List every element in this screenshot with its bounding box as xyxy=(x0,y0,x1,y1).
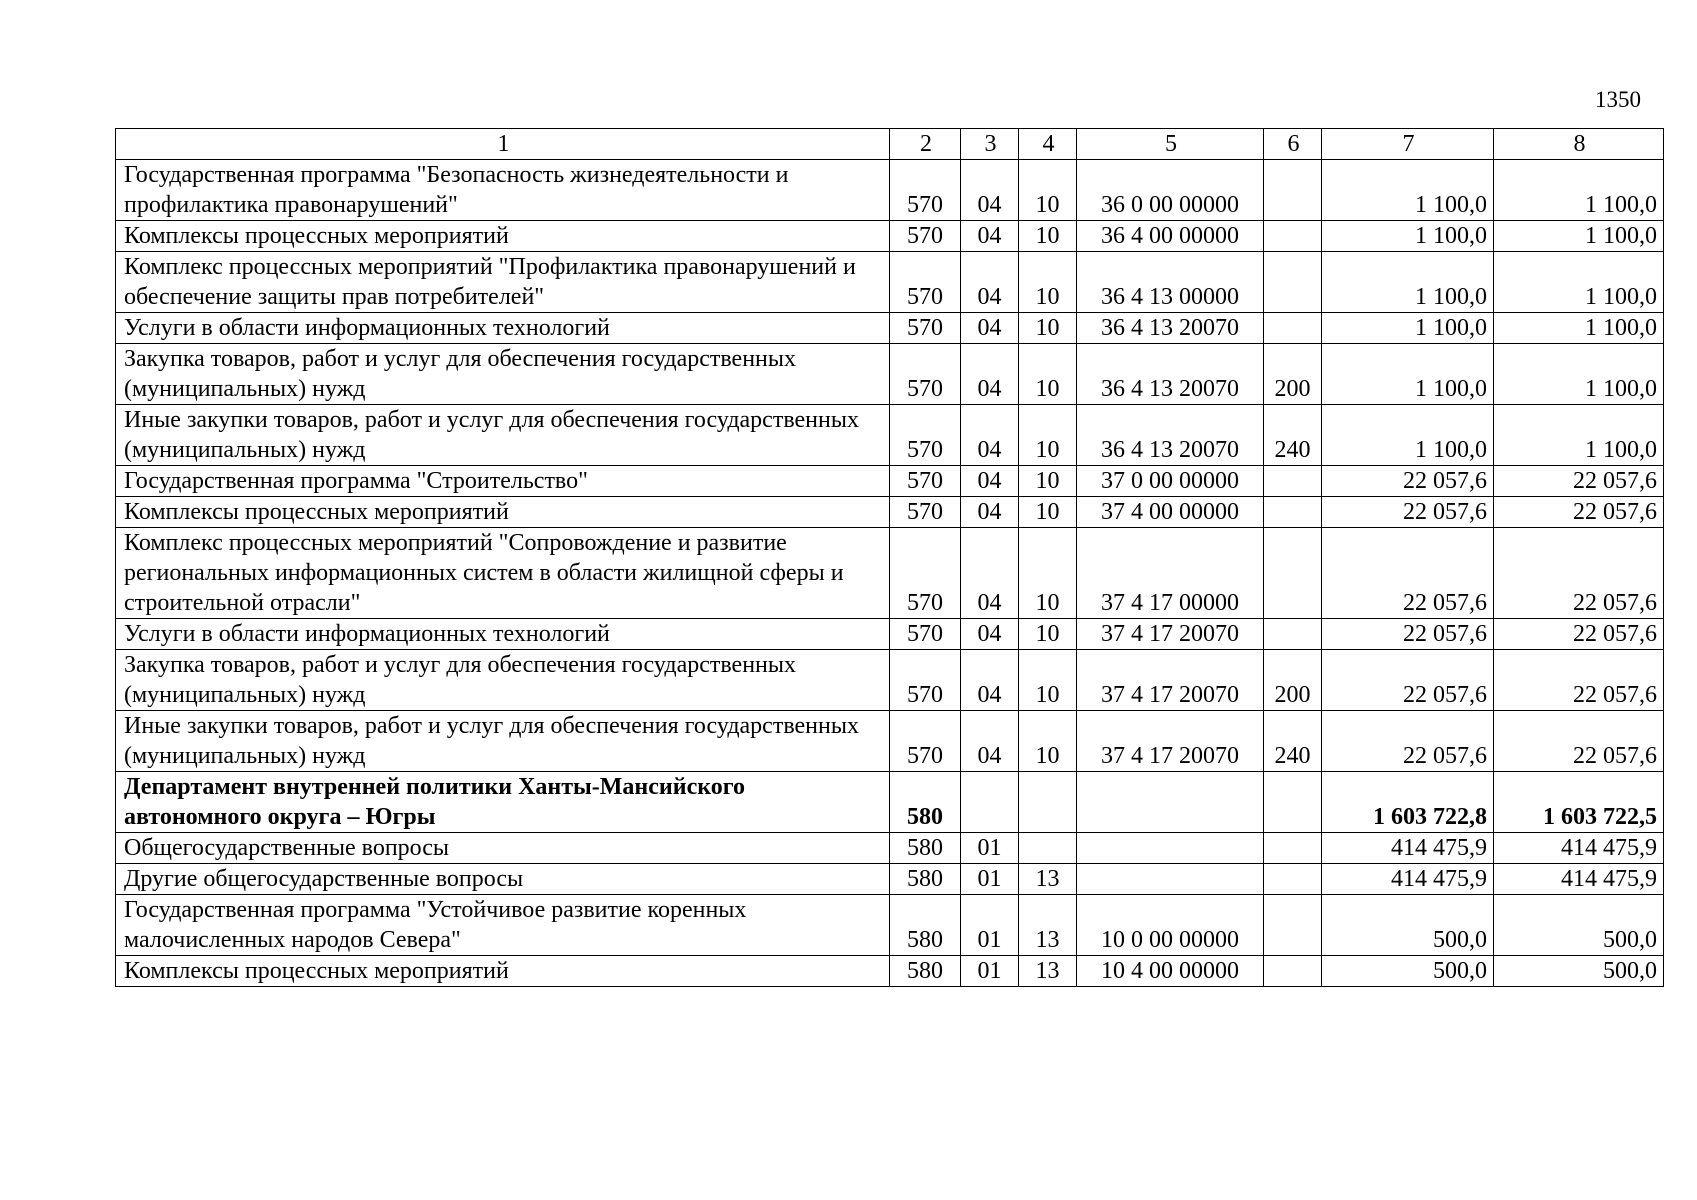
expense-type-cell xyxy=(1264,895,1322,956)
table-row xyxy=(116,895,1664,956)
target-article-cell: 37 4 00 00000 xyxy=(1077,497,1264,528)
amount-year1-cell: 22 057,6 xyxy=(1322,497,1494,528)
amount-year2-cell: 500,0 xyxy=(1494,956,1664,987)
admin-code-cell: 570 xyxy=(890,405,961,466)
subsection-cell: 10 xyxy=(1019,405,1077,466)
table-row xyxy=(116,313,1664,344)
expense-type-cell xyxy=(1264,313,1322,344)
target-article-cell xyxy=(1077,833,1264,864)
amount-year1-cell: 22 057,6 xyxy=(1322,619,1494,650)
column-header: 7 xyxy=(1322,129,1494,160)
amount-year1-cell: 1 100,0 xyxy=(1322,252,1494,313)
admin-code-cell: 580 xyxy=(890,956,961,987)
subsection-cell: 10 xyxy=(1019,344,1077,405)
row-name-cell: Иные закупки товаров, работ и услуг для обеспечения государственных (муниципальных) нужд xyxy=(116,711,890,772)
subsection-cell: 10 xyxy=(1019,221,1077,252)
amount-year2-cell: 1 100,0 xyxy=(1494,313,1664,344)
section-cell: 04 xyxy=(961,252,1019,313)
amount-year1-cell: 1 100,0 xyxy=(1322,221,1494,252)
row-name-cell: Иные закупки товаров, работ и услуг для обеспечения государственных (муниципальных) нужд xyxy=(116,405,890,466)
expense-type-cell xyxy=(1264,864,1322,895)
target-article-cell: 10 0 00 00000 xyxy=(1077,895,1264,956)
amount-year2-cell: 1 100,0 xyxy=(1494,405,1664,466)
section-cell: 04 xyxy=(961,405,1019,466)
row-name-cell: Комплекс процессных мероприятий "Сопровождение и развитие региональных информационных систем в области жилищной сферы и строительной отрасли" xyxy=(116,528,890,619)
expense-type-cell xyxy=(1264,619,1322,650)
section-cell: 01 xyxy=(961,833,1019,864)
admin-code-cell: 570 xyxy=(890,344,961,405)
target-article-cell: 36 4 13 20070 xyxy=(1077,313,1264,344)
table-row xyxy=(116,344,1664,405)
expense-type-cell xyxy=(1264,160,1322,221)
amount-year2-cell: 22 057,6 xyxy=(1494,619,1664,650)
admin-code-cell: 570 xyxy=(890,619,961,650)
target-article-cell xyxy=(1077,864,1264,895)
column-header: 6 xyxy=(1264,129,1322,160)
admin-code-cell: 570 xyxy=(890,221,961,252)
table-row xyxy=(116,619,1664,650)
subsection-cell xyxy=(1019,833,1077,864)
amount-year1-cell: 414 475,9 xyxy=(1322,833,1494,864)
expense-type-cell xyxy=(1264,956,1322,987)
amount-year1-cell: 500,0 xyxy=(1322,956,1494,987)
column-header: 1 xyxy=(116,129,890,160)
target-article-cell: 36 4 13 20070 xyxy=(1077,344,1264,405)
row-name-cell: Закупка товаров, работ и услуг для обеспечения государственных (муниципальных) нужд xyxy=(116,344,890,405)
subsection-cell: 10 xyxy=(1019,160,1077,221)
target-article-cell: 36 0 00 00000 xyxy=(1077,160,1264,221)
target-article-cell: 10 4 00 00000 xyxy=(1077,956,1264,987)
amount-year2-cell: 22 057,6 xyxy=(1494,528,1664,619)
section-cell: 04 xyxy=(961,711,1019,772)
amount-year2-cell: 414 475,9 xyxy=(1494,864,1664,895)
subsection-cell: 10 xyxy=(1019,466,1077,497)
column-header: 4 xyxy=(1019,129,1077,160)
table-row xyxy=(116,221,1664,252)
column-header: 5 xyxy=(1077,129,1264,160)
admin-code-cell: 570 xyxy=(890,711,961,772)
amount-year2-cell: 500,0 xyxy=(1494,895,1664,956)
section-cell: 04 xyxy=(961,650,1019,711)
admin-code-cell: 570 xyxy=(890,650,961,711)
section-cell: 01 xyxy=(961,956,1019,987)
amount-year1-cell: 414 475,9 xyxy=(1322,864,1494,895)
expense-type-cell xyxy=(1264,528,1322,619)
subsection-cell: 13 xyxy=(1019,864,1077,895)
section-cell: 04 xyxy=(961,221,1019,252)
budget-table xyxy=(115,128,1664,987)
subsection-cell: 10 xyxy=(1019,252,1077,313)
amount-year1-cell: 1 100,0 xyxy=(1322,313,1494,344)
section-cell: 04 xyxy=(961,313,1019,344)
amount-year1-cell: 22 057,6 xyxy=(1322,528,1494,619)
expense-type-cell xyxy=(1264,772,1322,833)
table-row xyxy=(116,497,1664,528)
section-cell: 04 xyxy=(961,466,1019,497)
amount-year1-cell: 22 057,6 xyxy=(1322,711,1494,772)
amount-year1-cell: 1 100,0 xyxy=(1322,160,1494,221)
expense-type-cell: 200 xyxy=(1264,344,1322,405)
expense-type-cell: 240 xyxy=(1264,711,1322,772)
section-cell: 04 xyxy=(961,497,1019,528)
row-name-cell: Другие общегосударственные вопросы xyxy=(116,864,890,895)
target-article-cell xyxy=(1077,772,1264,833)
row-name-cell: Закупка товаров, работ и услуг для обеспечения государственных (муниципальных) нужд xyxy=(116,650,890,711)
amount-year2-cell: 22 057,6 xyxy=(1494,497,1664,528)
expense-type-cell xyxy=(1264,833,1322,864)
table-row xyxy=(116,466,1664,497)
expense-type-cell xyxy=(1264,221,1322,252)
subsection-cell xyxy=(1019,772,1077,833)
target-article-cell: 36 4 13 20070 xyxy=(1077,405,1264,466)
row-name-cell: Общегосударственные вопросы xyxy=(116,833,890,864)
row-name-cell: Комплекс процессных мероприятий "Профилактика правонарушений и обеспечение защиты прав потребителей" xyxy=(116,252,890,313)
table-row xyxy=(116,528,1664,619)
amount-year2-cell: 1 100,0 xyxy=(1494,344,1664,405)
amount-year1-cell: 22 057,6 xyxy=(1322,466,1494,497)
column-header: 3 xyxy=(961,129,1019,160)
table-row xyxy=(116,252,1664,313)
row-name-cell: Услуги в области информационных технологий xyxy=(116,619,890,650)
table-row xyxy=(116,833,1664,864)
amount-year2-cell: 22 057,6 xyxy=(1494,466,1664,497)
table-row xyxy=(116,405,1664,466)
expense-type-cell xyxy=(1264,252,1322,313)
column-header: 8 xyxy=(1494,129,1664,160)
expense-type-cell: 240 xyxy=(1264,405,1322,466)
table-row xyxy=(116,650,1664,711)
table-row xyxy=(116,772,1664,833)
target-article-cell: 37 0 00 00000 xyxy=(1077,466,1264,497)
row-name-cell: Услуги в области информационных технологий xyxy=(116,313,890,344)
admin-code-cell: 570 xyxy=(890,313,961,344)
table-row xyxy=(116,160,1664,221)
amount-year2-cell: 22 057,6 xyxy=(1494,650,1664,711)
target-article-cell: 37 4 17 20070 xyxy=(1077,711,1264,772)
table-body xyxy=(116,160,1664,987)
row-name-cell: Комплексы процессных мероприятий xyxy=(116,956,890,987)
amount-year2-cell: 22 057,6 xyxy=(1494,711,1664,772)
target-article-cell: 37 4 17 20070 xyxy=(1077,619,1264,650)
table-row xyxy=(116,711,1664,772)
admin-code-cell: 580 xyxy=(890,833,961,864)
subsection-cell: 13 xyxy=(1019,956,1077,987)
table-row xyxy=(116,956,1664,987)
amount-year1-cell: 500,0 xyxy=(1322,895,1494,956)
amount-year2-cell: 1 603 722,5 xyxy=(1494,772,1664,833)
header-row xyxy=(116,129,1664,160)
amount-year2-cell: 1 100,0 xyxy=(1494,160,1664,221)
section-cell xyxy=(961,772,1019,833)
section-cell: 04 xyxy=(961,344,1019,405)
target-article-cell: 36 4 00 00000 xyxy=(1077,221,1264,252)
admin-code-cell: 580 xyxy=(890,895,961,956)
expense-type-cell: 200 xyxy=(1264,650,1322,711)
table-row xyxy=(116,864,1664,895)
amount-year1-cell: 1 100,0 xyxy=(1322,405,1494,466)
amount-year2-cell: 1 100,0 xyxy=(1494,221,1664,252)
admin-code-cell: 570 xyxy=(890,528,961,619)
expense-type-cell xyxy=(1264,466,1322,497)
row-name-cell: Государственная программа "Строительство" xyxy=(116,466,890,497)
subsection-cell: 10 xyxy=(1019,528,1077,619)
target-article-cell: 37 4 17 20070 xyxy=(1077,650,1264,711)
page-number: 1350 xyxy=(1595,87,1641,112)
section-cell: 01 xyxy=(961,864,1019,895)
row-name-cell: Государственная программа "Безопасность жизнедеятельности и профилактика правонарушений" xyxy=(116,160,890,221)
amount-year2-cell: 414 475,9 xyxy=(1494,833,1664,864)
amount-year1-cell: 1 100,0 xyxy=(1322,344,1494,405)
expense-type-cell xyxy=(1264,497,1322,528)
row-name-cell: Департамент внутренней политики Ханты-Мансийского автономного округа – Югры xyxy=(116,772,890,833)
subsection-cell: 13 xyxy=(1019,895,1077,956)
section-cell: 04 xyxy=(961,160,1019,221)
subsection-cell: 10 xyxy=(1019,711,1077,772)
amount-year1-cell: 22 057,6 xyxy=(1322,650,1494,711)
section-cell: 01 xyxy=(961,895,1019,956)
subsection-cell: 10 xyxy=(1019,497,1077,528)
admin-code-cell: 580 xyxy=(890,772,961,833)
column-header: 2 xyxy=(890,129,961,160)
subsection-cell: 10 xyxy=(1019,619,1077,650)
admin-code-cell: 580 xyxy=(890,864,961,895)
target-article-cell: 37 4 17 00000 xyxy=(1077,528,1264,619)
section-cell: 04 xyxy=(961,619,1019,650)
subsection-cell: 10 xyxy=(1019,650,1077,711)
row-name-cell: Комплексы процессных мероприятий xyxy=(116,497,890,528)
admin-code-cell: 570 xyxy=(890,160,961,221)
amount-year1-cell: 1 603 722,8 xyxy=(1322,772,1494,833)
row-name-cell: Государственная программа "Устойчивое развитие коренных малочисленных народов Севера" xyxy=(116,895,890,956)
row-name-cell: Комплексы процессных мероприятий xyxy=(116,221,890,252)
target-article-cell: 36 4 13 00000 xyxy=(1077,252,1264,313)
subsection-cell: 10 xyxy=(1019,313,1077,344)
admin-code-cell: 570 xyxy=(890,466,961,497)
section-cell: 04 xyxy=(961,528,1019,619)
amount-year2-cell: 1 100,0 xyxy=(1494,252,1664,313)
admin-code-cell: 570 xyxy=(890,497,961,528)
admin-code-cell: 570 xyxy=(890,252,961,313)
